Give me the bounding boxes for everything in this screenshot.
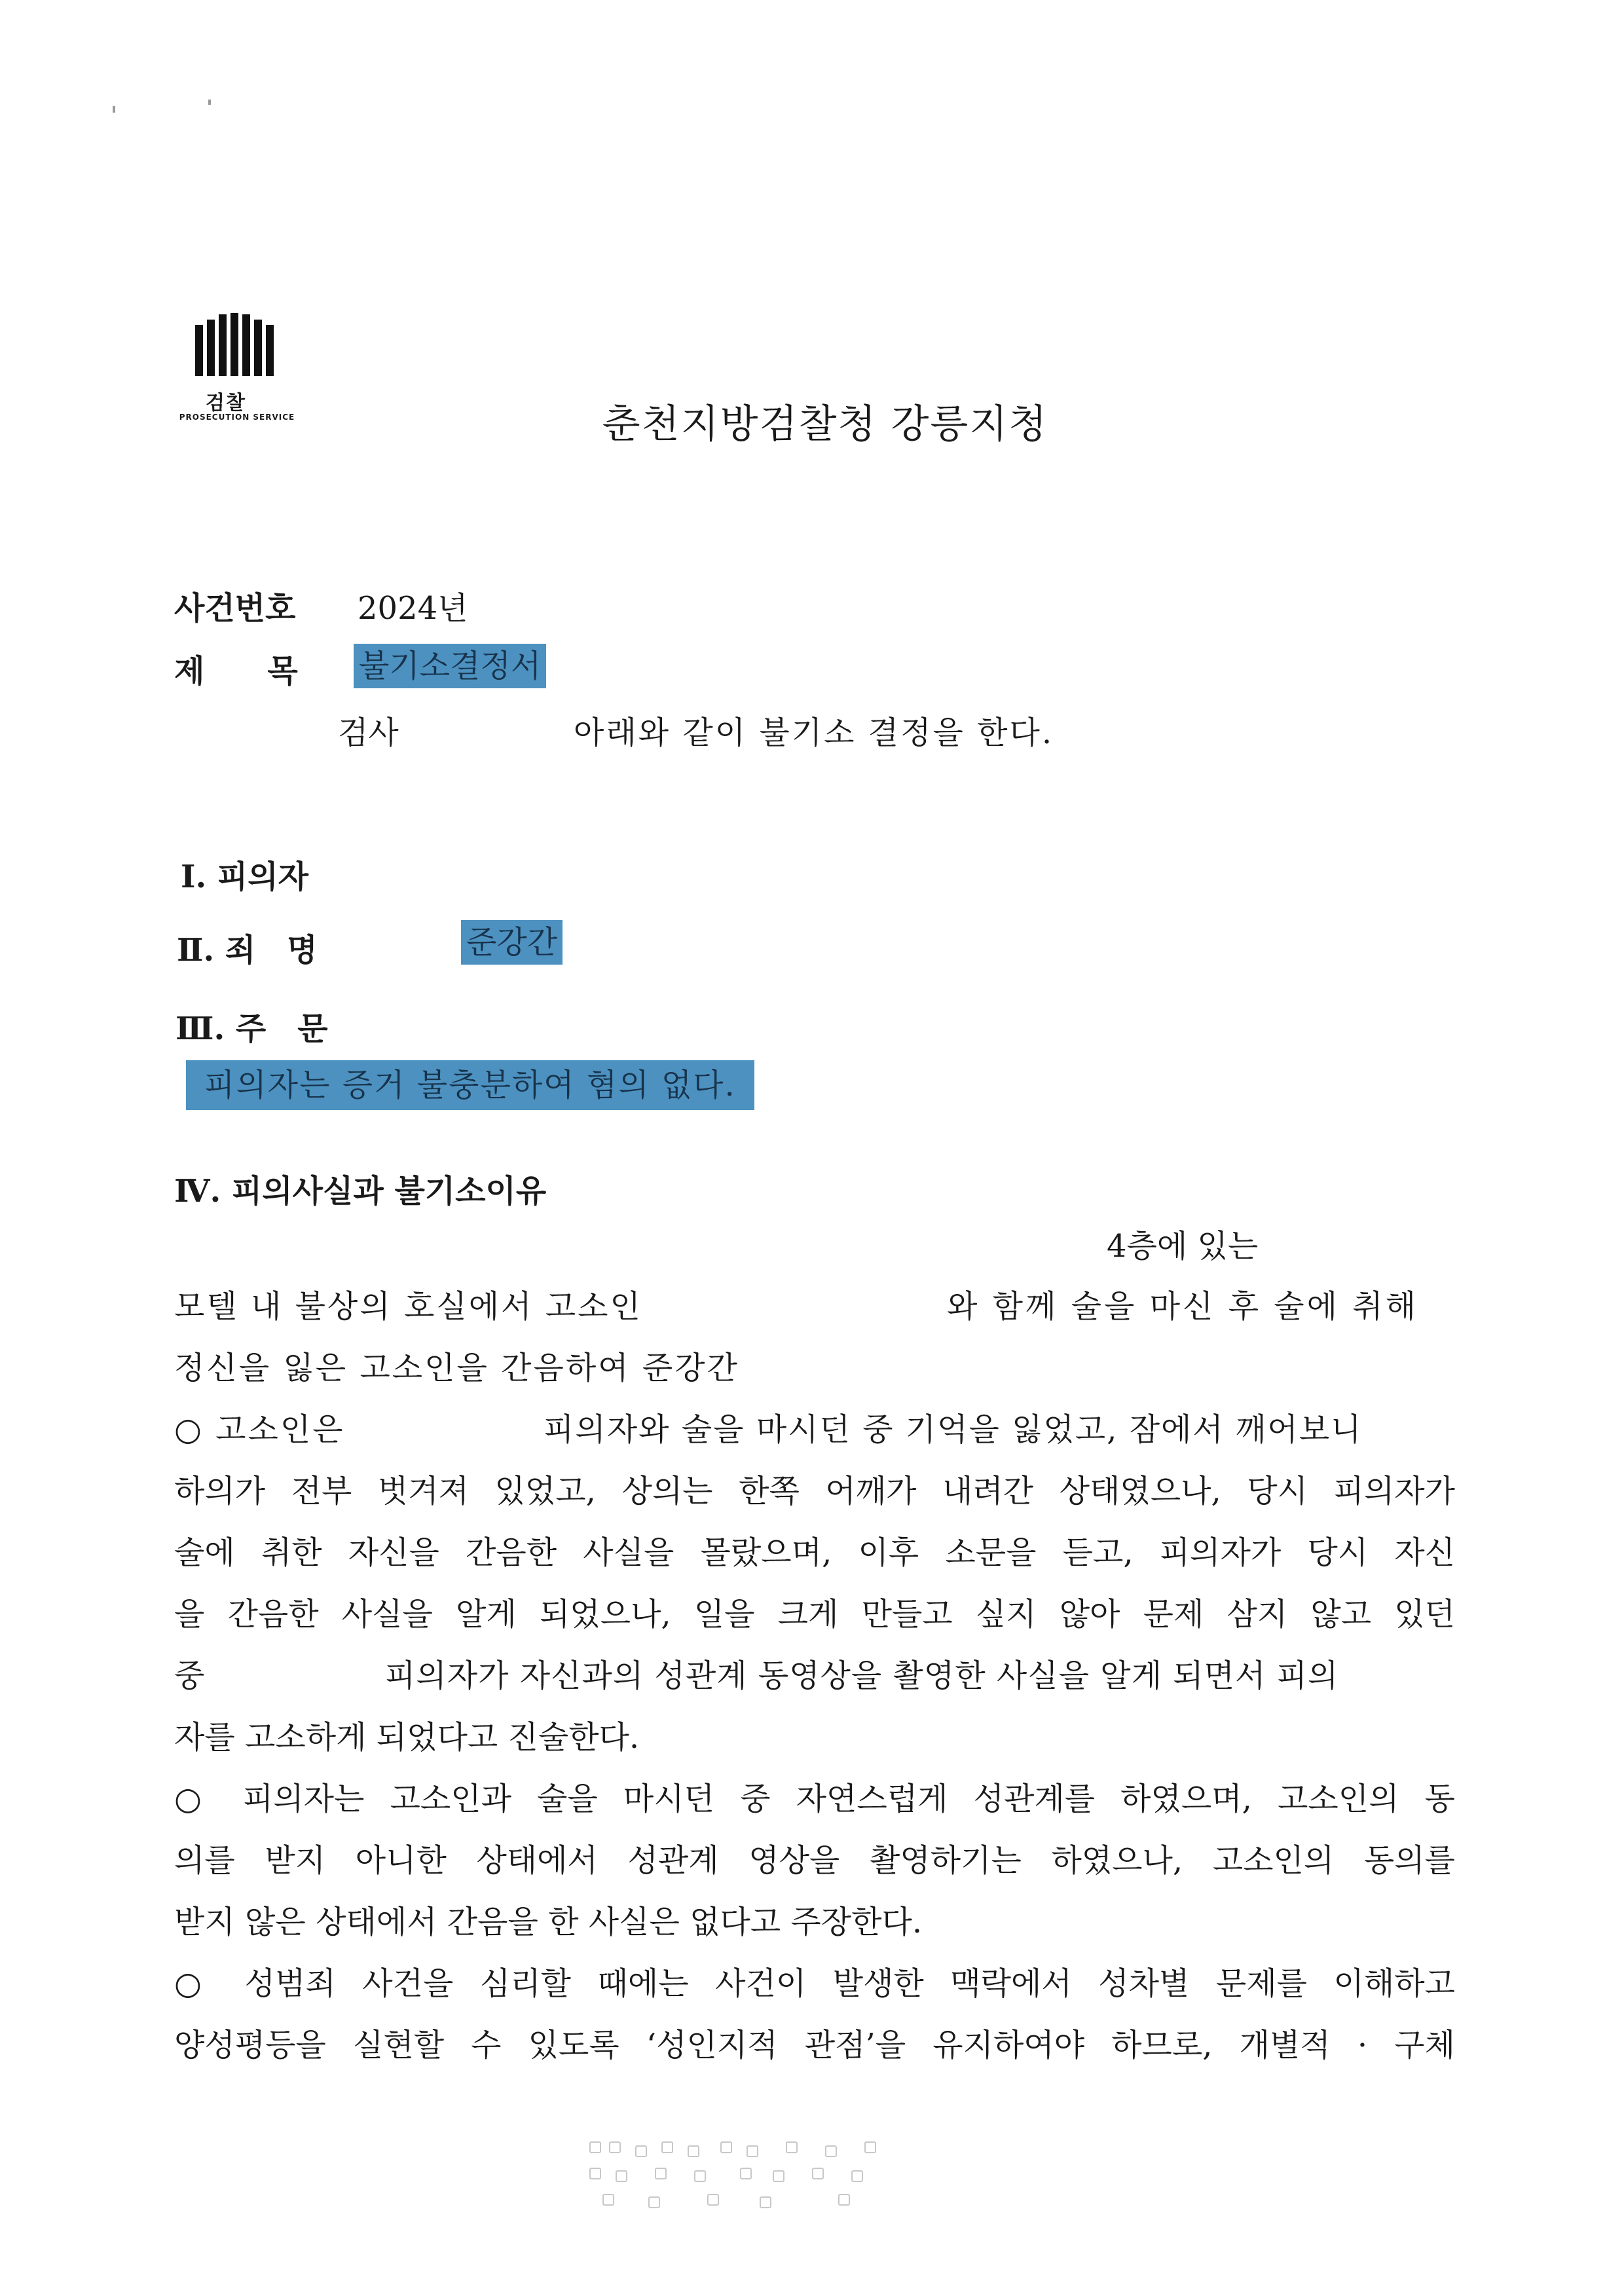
title-value <box>354 640 546 686</box>
body-line: 을 간음한 사실을 알게 되었으나, 일을 크게 만들고 싶지 않아 문제 삼지 않고 있던 <box>174 1596 1455 1633</box>
body-line: 피의자가 자신과의 성관계 동영상을 촬영한 사실을 알게 되면서 피의 <box>385 1657 1339 1694</box>
body-line: 술에 취한 자신을 간음한 사실을 몰랐으며, 이후 소문을 듣고, 피의자가 당시 자신 <box>174 1534 1455 1571</box>
section-1-heading: Ⅰ. 피의자 <box>181 859 308 895</box>
body-line: 모텔 내 불상의 호실에서 고소인 <box>174 1288 642 1325</box>
body-line: ○ 피의자는 고소인과 술을 마시던 중 자연스럽게 성관계를 하였으며, 고소인의 동 <box>174 1781 1455 1817</box>
body-line: 와 함께 술을 마신 후 술에 취해 <box>947 1288 1418 1325</box>
section-4-heading: Ⅳ. 피의사실과 불기소이유 <box>174 1173 547 1210</box>
body-line: ○ 성범죄 사건을 심리할 때에는 사건이 발생한 맥락에서 성차별 문제를 이해하고 <box>174 1965 1455 2002</box>
scan-speck <box>113 106 115 113</box>
prosecutor-label: 검사 <box>338 714 399 751</box>
body-line: 피의자와 술을 마시던 중 기억을 잃었고, 잠에서 깨어보니 <box>544 1411 1363 1448</box>
body-line: 받지 않은 상태에서 간음을 한 사실은 없다고 주장한다. <box>174 1904 923 1940</box>
faint-stamp-mark <box>589 2141 930 2213</box>
case-number-label: 사건번호 <box>174 590 296 627</box>
scan-speck <box>208 100 211 105</box>
logo-text-korean: 검찰 <box>206 392 246 415</box>
body-line: 중 <box>174 1657 205 1694</box>
section-3-heading: Ⅲ. 주 문 <box>175 1010 328 1047</box>
disposition <box>186 1060 754 1105</box>
logo-emblem-icon <box>195 313 274 376</box>
case-number-value: 2024년 <box>358 590 468 627</box>
body-line: 양성평등을 실현할 수 있도록 ‘성인지적 관점’을 유지하여야 하므로, 개별적 · 구체 <box>174 2027 1455 2064</box>
body-line: 자를 고소하게 되었다고 진술한다. <box>174 1719 640 1756</box>
body-line: 의를 받지 아니한 상태에서 성관계 영상을 촬영하기는 하였으나, 고소인의 동의를 <box>174 1842 1455 1879</box>
title-label: 제 목 <box>174 653 298 690</box>
body-line: 하의가 전부 벗겨져 있었고, 상의는 한쪽 어깨가 내려간 상태였으나, 당시 피의자가 <box>174 1473 1455 1509</box>
disposition-text: 피의자는 증거 불충분하여 혐의 없다. <box>186 1060 754 1110</box>
title-value-text: 불기소결정서 <box>354 644 546 688</box>
body-line: ○ 고소인은 <box>174 1411 345 1448</box>
offense-name <box>461 917 563 962</box>
section-2-heading: Ⅱ. 죄 명 <box>177 932 318 969</box>
offense-name-text: 준강간 <box>461 920 563 965</box>
logo-text-english: PROSECUTION SERVICE <box>179 413 295 422</box>
intro-text: 아래와 같이 불기소 결정을 한다. <box>574 714 1054 751</box>
floor-text: 4층에 있는 <box>1107 1228 1259 1265</box>
office-name: 춘천지방검찰청 강릉지청 <box>602 401 1048 447</box>
body-line: 정신을 잃은 고소인을 간음하여 준강간 <box>174 1350 739 1386</box>
